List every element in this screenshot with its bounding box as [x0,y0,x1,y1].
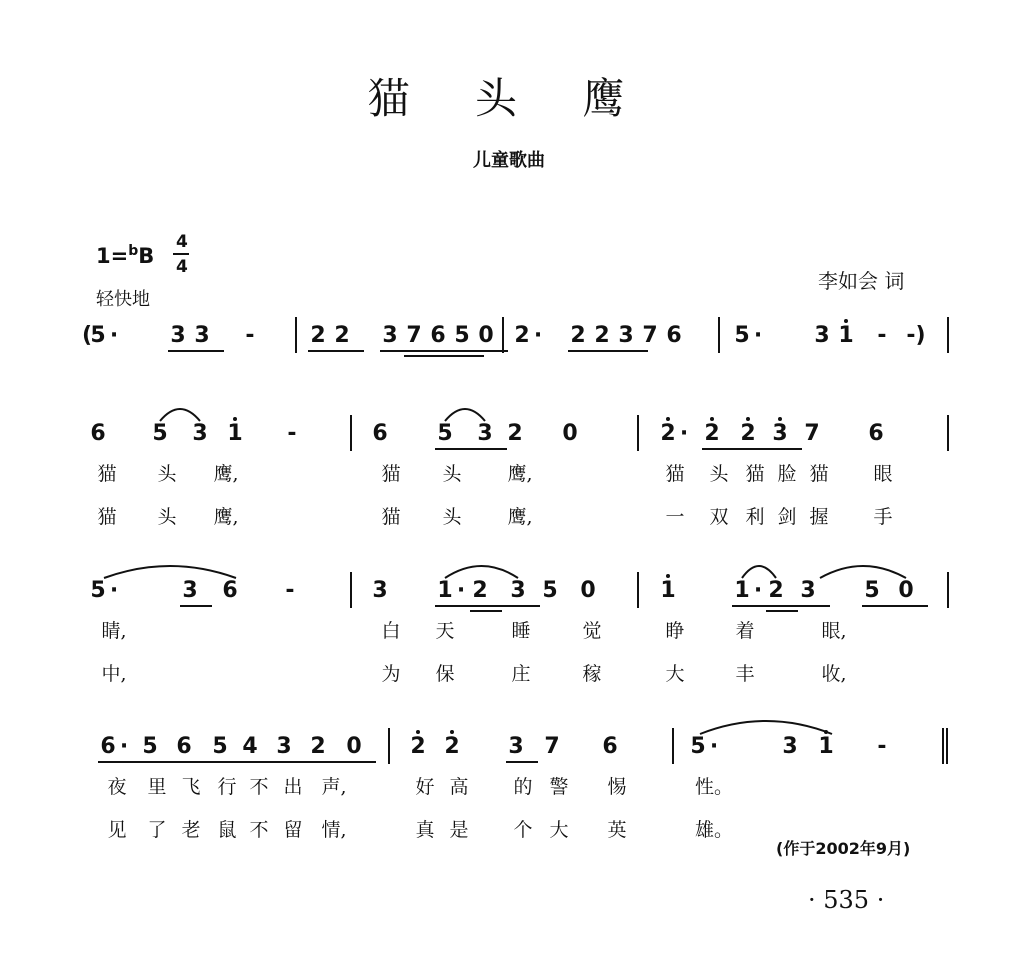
beam-underline-double [470,610,502,612]
lyric-verse2: 情, [321,819,347,841]
octave-up-dot [666,574,670,578]
note: 3 [618,323,634,348]
beam-underline [174,761,246,763]
augmentation-dot: · [119,734,129,759]
augmentation-dot: · [753,578,763,603]
lyric-verse1: 着 [735,620,755,642]
note: 1 [660,578,676,603]
intro-close-paren: -) [906,323,926,348]
note: - [285,578,295,603]
lyric-verse1: 睁 [665,620,685,642]
lyric-verse1: 的 [513,776,533,798]
lyric-verse1: 声, [321,776,347,798]
beam-underline [435,605,540,607]
lyric-verse2: 鹰, [213,506,239,528]
lyric-verse1: 好 [415,776,435,798]
note: 2 [740,421,756,446]
key-signature [96,243,154,268]
bar-line [502,317,504,353]
lyric-verse2: 剑 [777,506,797,528]
note: 1 [227,421,243,446]
slur [160,409,200,421]
octave-up-dot [450,730,454,734]
note: - [877,734,887,759]
note: - [877,323,887,348]
lyric-verse1: 猫 [745,463,765,485]
key-prefix: 1= [96,244,129,268]
lyric-verse1: 头 [157,463,177,485]
note: 2 [310,734,326,759]
lyric-verse1: 猫 [809,463,829,485]
lyric-verse2: 不 [249,819,269,841]
lyric-verse1: 脸 [777,463,797,485]
lyric-verse2: 保 [435,663,455,685]
lyric-verse2: 利 [745,506,765,528]
note: 1 [437,578,453,603]
lyric-verse2: 英 [607,819,627,841]
slur [445,409,485,421]
augmentation-dot: · [109,578,119,603]
lyric-verse2: 大 [549,819,569,841]
note: 0 [346,734,362,759]
note: 2 [410,734,426,759]
lyric-verse1: 鹰, [507,463,533,485]
bar-line [718,317,720,353]
flat-sign: b [128,243,139,259]
lyric-verse1: 惕 [607,776,627,798]
octave-up-dot [824,730,828,734]
page-number: · 535 · [808,886,885,914]
beam-underline [180,605,212,607]
note: 6 [222,578,238,603]
lyric-verse2: 中, [101,663,127,685]
beam-underline [732,605,830,607]
lyric-verse2: 头 [157,506,177,528]
lyric-verse1: 出 [283,776,303,798]
lyric-verse2: 猫 [381,506,401,528]
note: 3 [510,578,526,603]
bar-line [637,572,639,608]
lyric-verse1: 睡 [511,620,531,642]
note: 3 [194,323,210,348]
beam-underline [506,761,538,763]
page-title: 猫 头 鹰 [367,74,651,123]
lyric-verse1: 觉 [582,620,602,642]
lyric-verse1: 行 [217,776,237,798]
tempo-marking: 轻快地 [96,289,150,310]
lyric-verse2: 大 [665,663,685,685]
bar-line [947,415,949,451]
note: 0 [898,578,914,603]
augmentation-dot: · [753,323,763,348]
note: 3 [372,578,388,603]
note: 3 [276,734,292,759]
note: 5 [152,421,168,446]
note: 3 [814,323,830,348]
lyric-verse2: 庄 [511,663,531,685]
lyric-verse2: 一 [665,506,685,528]
note: 6 [602,734,618,759]
bar-line [672,728,674,764]
augmentation-dot: · [109,323,119,348]
lyric-verse1: 头 [709,463,729,485]
lyric-verse1: 猫 [381,463,401,485]
note: 5 [690,734,706,759]
lyric-verse1: 猫 [97,463,117,485]
beam-underline [308,350,364,352]
note: 0 [580,578,596,603]
note: - [245,323,255,348]
note: 3 [508,734,524,759]
lyric-verse1: 天 [435,620,455,642]
augmentation-dot: · [533,323,543,348]
note: 6 [100,734,116,759]
note: 5 [142,734,158,759]
note: 6 [430,323,446,348]
note: 0 [562,421,578,446]
lyric-verse2: 鹰, [507,506,533,528]
note: 3 [382,323,398,348]
slur [742,566,776,578]
note: 2 [444,734,460,759]
note: 2 [334,323,350,348]
beam-underline [435,448,507,450]
bar-line [388,728,390,764]
lyric-verse1: 头 [442,463,462,485]
note: 3 [772,421,788,446]
note: 6 [868,421,884,446]
note: 3 [182,578,198,603]
note: 1 [734,578,750,603]
note: 7 [804,421,820,446]
lyric-verse2: 为 [381,663,401,685]
bar-line [350,415,352,451]
lyric-verse1: 眼 [873,463,893,485]
lyric-verse1: 白 [381,620,401,642]
note: 6 [90,421,106,446]
note: 5 [864,578,880,603]
beam-underline [862,605,928,607]
lyric-verse2: 猫 [97,506,117,528]
note: 2 [472,578,488,603]
subtitle: 儿童歌曲 [473,150,545,171]
time-signature-numerator: 4 [176,232,188,252]
beam-underline [380,350,508,352]
augmentation-dot: · [679,421,689,446]
note: 2 [660,421,676,446]
composition-date: (作于2002年9月) [776,839,911,858]
slur [700,721,832,734]
octave-up-dot [233,417,237,421]
note: 2 [594,323,610,348]
intro-open-paren: ( [81,323,93,348]
note: 2 [570,323,586,348]
lyric-verse1: 眼, [821,620,847,642]
key-note: B [138,244,155,268]
lyric-verse2: 留 [283,819,303,841]
octave-up-dot [746,417,750,421]
note: 1 [818,734,834,759]
bar-line [947,572,949,608]
octave-up-dot [778,417,782,421]
note: 2 [768,578,784,603]
note: 3 [782,734,798,759]
lyric-verse2: 个 [513,819,533,841]
note: 3 [192,421,208,446]
slur [820,566,906,578]
octave-up-dot [710,417,714,421]
octave-up-dot [666,417,670,421]
beam-underline [308,761,376,763]
beam-underline [568,350,648,352]
beam-underline [240,761,310,763]
note: 7 [544,734,560,759]
note: 3 [800,578,816,603]
lyric-verse1: 警 [549,776,569,798]
note: 2 [704,421,720,446]
lyric-verse2: 是 [449,819,469,841]
note: 4 [242,734,258,759]
lyric-verse2: 双 [709,506,729,528]
lyric-verse1: 不 [249,776,269,798]
bar-line [295,317,297,353]
note: 2 [310,323,326,348]
bar-line [637,415,639,451]
augmentation-dot: · [456,578,466,603]
lyric-verse1: 夜 [107,776,127,798]
octave-up-dot [844,319,848,323]
lyric-verse2: 了 [147,819,167,841]
note: 7 [406,323,422,348]
lyric-verse2: 稼 [582,663,602,685]
note: 2 [507,421,523,446]
note: 3 [477,421,493,446]
beam-underline-double [766,610,798,612]
lyric-verse2: 见 [107,819,127,841]
lyric-verse1: 里 [147,776,167,798]
note: 1 [838,323,854,348]
note: 5 [212,734,228,759]
lyric-verse2: 丰 [735,663,755,685]
note: 6 [372,421,388,446]
note: 6 [176,734,192,759]
slur [104,566,236,578]
beam-underline [98,761,176,763]
slur [445,566,518,578]
lyric-verse2: 雄。 [694,819,733,841]
augmentation-dot: · [709,734,719,759]
lyric-verse1: 鹰, [213,463,239,485]
note: 5 [90,578,106,603]
time-signature-line [173,253,189,255]
note: 5 [90,323,106,348]
beam-underline-double [404,355,484,357]
note: 5 [542,578,558,603]
note: 5 [454,323,470,348]
lyric-verse2: 收, [821,663,847,685]
note: 3 [170,323,186,348]
lyric-verse2: 握 [809,506,829,528]
lyric-verse2: 手 [873,506,893,528]
lyric-verse1: 飞 [181,776,201,798]
octave-up-dot [416,730,420,734]
final-bar-line [942,728,950,764]
note: 5 [437,421,453,446]
note: 7 [642,323,658,348]
lyric-verse1: 性。 [694,776,733,798]
beam-underline [702,448,802,450]
bar-line [947,317,949,353]
note: 5 [734,323,750,348]
beam-underline [168,350,224,352]
note: 0 [478,323,494,348]
lyric-verse2: 头 [442,506,462,528]
lyric-verse2: 真 [415,819,435,841]
bar-line [350,572,352,608]
lyric-verse1: 高 [449,776,469,798]
lyric-verse2: 老 [181,819,201,841]
time-signature-denominator: 4 [176,257,188,277]
note: 6 [666,323,682,348]
note: 2 [514,323,530,348]
lyric-verse2: 鼠 [217,819,237,841]
note: - [287,421,297,446]
lyric-verse1: 睛, [101,620,127,642]
lyric-verse1: 猫 [665,463,685,485]
lyricist-credit: 李如会 词 [818,269,905,293]
